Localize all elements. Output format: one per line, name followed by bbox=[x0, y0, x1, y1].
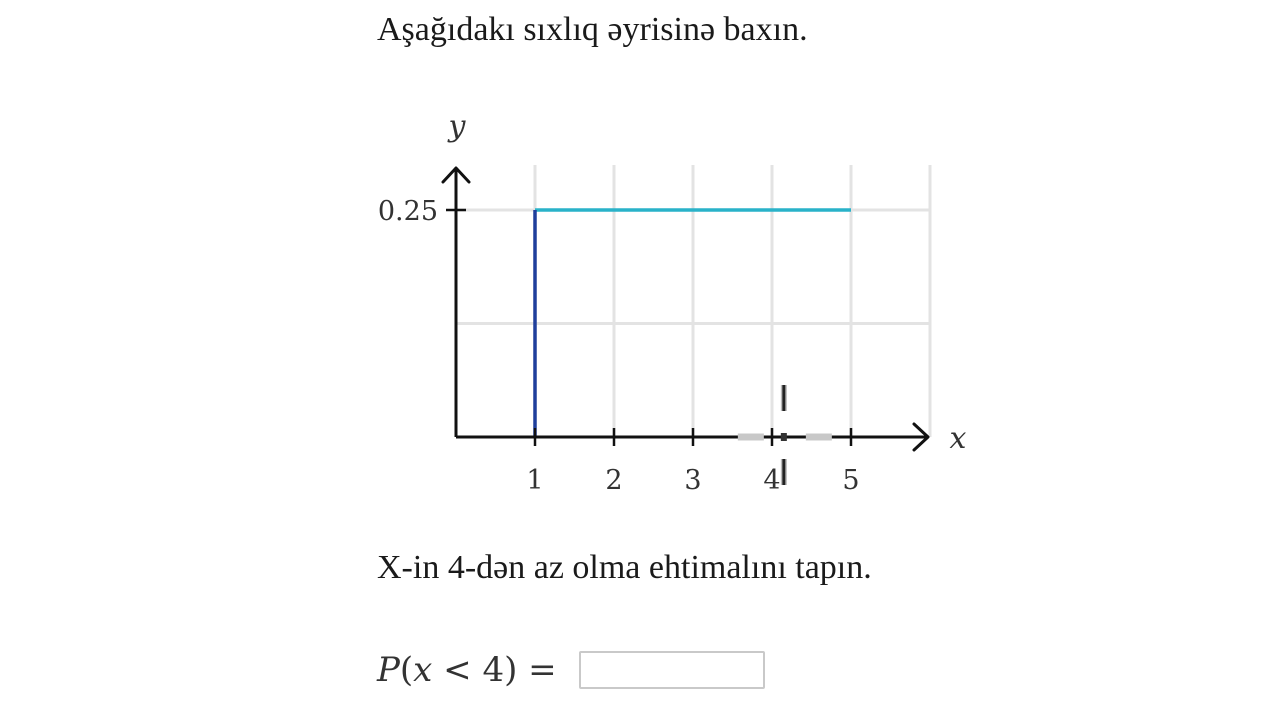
y-axis-label: y bbox=[448, 109, 466, 144]
equals-sign: = bbox=[517, 650, 568, 690]
less-than: < bbox=[432, 650, 483, 690]
problem-prompt: Aşağıdakı sıxlıq əyrisinə baxın. bbox=[377, 11, 808, 48]
x-tick-label-2: 2 bbox=[605, 465, 623, 496]
chart-grid bbox=[456, 165, 930, 437]
y-tick-label-0: 0.25 bbox=[377, 196, 438, 227]
answer-row bbox=[377, 646, 765, 694]
x-axis-label: x bbox=[949, 421, 967, 456]
question-text: X-in 4-dən az olma ehtimalını tapın. bbox=[377, 549, 872, 586]
cursor-center bbox=[781, 433, 787, 441]
open-paren: ( bbox=[399, 650, 414, 690]
x-tick-label-4: 4 bbox=[763, 465, 781, 496]
prob-func: P bbox=[377, 650, 400, 690]
answer-expression bbox=[377, 650, 567, 690]
x-tick-label-3: 3 bbox=[684, 465, 702, 496]
close-paren: ) bbox=[504, 650, 518, 690]
x-tick-label-1: 1 bbox=[526, 465, 544, 496]
answer-input[interactable] bbox=[579, 651, 765, 689]
prob-var: x bbox=[413, 650, 433, 690]
move-cursor-icon bbox=[738, 385, 832, 485]
prob-number: 4 bbox=[482, 650, 505, 690]
x-tick-label-5: 5 bbox=[842, 465, 860, 496]
